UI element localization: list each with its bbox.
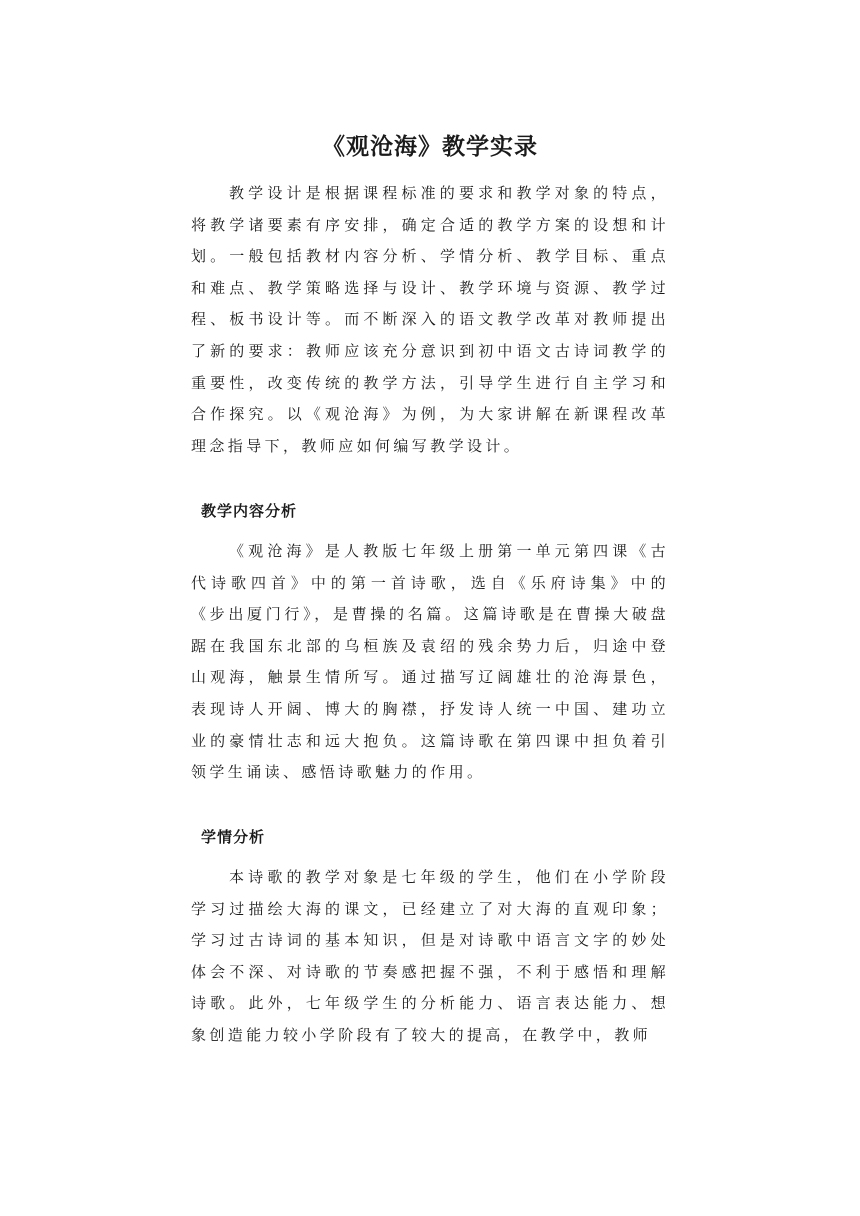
section-heading-content-analysis: 教学内容分析 <box>201 502 298 520</box>
section-paragraph-learner-analysis: 本诗歌的教学对象是七年级的学生，他们在小学阶段学习过描绘大海的课文，已经建立了对大海的直观印象；学习过古诗词的基本知识，但是对诗歌中语言文字的妙处体会不深、对诗歌的节奏感把握不强，不利于感悟和理解诗歌。此外，七年级学生的分析能力、语言表达能力、想象创造能力较小学阶段有了较大的提高，在教学中，教师 <box>191 868 669 1044</box>
intro-paragraph: 教学设计是根据课程标准的要求和教学对象的特点，将教学诸要素有序安排，确定合适的教学方案的设想和计划。一般包括教材内容分析、学情分析、教学目标、重点和难点、教学策略选择与设计、教学环境与资源、教学过程、板书设计等。而不断深入的语文教学改革对教师提出了新的要求：教师应该充分意识到初中语文古诗词教学的重要性，改变传统的教学方法，引导学生进行自主学习和合作探究。以《观沧海》为例，为大家讲解在新课程改革理念指导下，教师应如何编写教学设计。 <box>191 184 669 455</box>
section-heading-learner-analysis: 学情分析 <box>201 828 266 846</box>
section-paragraph-content-analysis: 《观沧海》是人教版七年级上册第一单元第四课《古代诗歌四首》中的第一首诗歌，选自《乐府诗集》中的《步出厦门行》，是曹操的名篇。这篇诗歌是在曹操大破盘踞在我国东北部的乌桓族及袁绍的残余势力后，归途中登山观海，触景生情所写。通过描写辽阔雄壮的沧海景色，表现诗人开阔、博大的胸襟，抒发诗人统一中国、建功立业的豪情壮志和远大抱负。这篇诗歌在第四课中担负着引领学生诵读、感悟诗歌魅力的作用。 <box>191 542 669 782</box>
page-title: 《观沧海》教学实录 <box>322 134 538 160</box>
